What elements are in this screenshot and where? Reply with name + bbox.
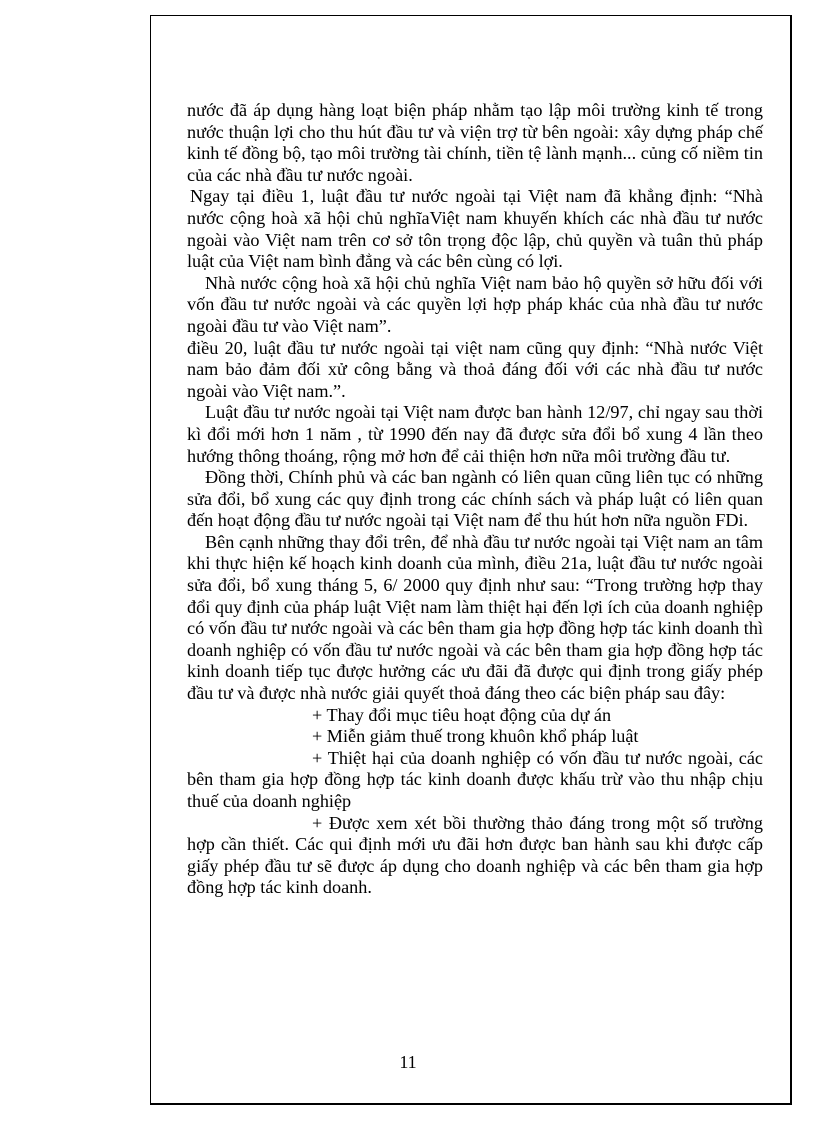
bullet-item-4: + Được xem xét bồi thường thảo đáng trong một số trường hợp cần thiết. Các qui định mới ưu đãi hơn được ban hành sau khi được cấp giấy phép đầu tư sẽ được áp dụng cho doanh nghiệp và các bên tham gia hợp đồng hợp tác kinh doanh. <box>187 812 763 898</box>
bullet-item-3: + Thiệt hại của doanh nghiệp có vốn đầu tư nước ngoài, các bên tham gia hợp đồng hợp tác kinh doanh được khấu trừ vào thu nhập chịu thuế của doanh nghiệp <box>187 747 763 811</box>
paragraph-7: Bên cạnh những thay đổi trên, để nhà đầu tư nước ngoài tại Việt nam an tâm khi thực hiện kế hoạch kinh doanh của mình, điều 21a, luật đầu tư nước ngoài sửa đổi, bổ xung tháng 5, 6/ 2000 quy định như sau: “Trong trường hợp thay đổi quy định của pháp luật Việt nam làm thiệt hại đến lợi ích của doanh nghiệp có vốn đầu tư nước ngoài và các bên tham gia hợp đồng hợp tác kinh doanh thì doanh nghiệp có vốn đầu tư nước ngoài và các bên tham gia hợp đồng hợp tác kinh doanh tiếp tục được hưởng các ưu đãi đã được qui định trong giấy phép đầu tư và được nhà nước giải quyết thoả đáng theo các biện pháp sau đây: <box>187 531 763 704</box>
paragraph-3: Nhà nước cộng hoà xã hội chủ nghĩa Việt nam bảo hộ quyền sở hữu đối với vốn đầu tư nước ngoài và các quyền lợi hợp pháp khác của nhà đầu tư nước ngoài đầu tư vào Việt nam”. <box>187 272 763 336</box>
bullet-item-1: + Thay đổi mục tiêu hoạt động của dự án <box>312 704 612 725</box>
page-number: 11 <box>399 1052 417 1072</box>
bullet-item-2: + Miễn giảm thuế trong khuôn khổ pháp luật <box>312 726 639 747</box>
paragraph-2: Ngay tại điều 1, luật đầu tư nước ngoài tại Việt nam đã khẳng định: “Nhà nước cộng hoà xã hội chủ nghĩaViệt nam khuyến khích các nhà đầu tư nước ngoài vào Việt nam trên cơ sở tôn trọng độc lập, chủ quyền và tuân thủ pháp luật của Việt nam bình đẳng và các bên cùng có lợi. <box>187 186 763 272</box>
paragraph-1: nước đã áp dụng hàng loạt biện pháp nhằm tạo lập môi trường kinh tế trong nước thuận lợi cho thu hút đầu tư và viện trợ từ bên ngoài: xây dựng pháp chế kinh tế đồng bộ, tạo môi trường tài chính, tiền tệ lành mạnh... củng cố niềm tin của các nhà đầu tư nước ngoài. <box>187 100 763 185</box>
paragraph-5: Luật đầu tư nước ngoài tại Việt nam được ban hành 12/97, chỉ ngay sau thời kì đổi mới hơn 1 năm , từ 1990 đến nay đã được sửa đổi bổ xung 4 lần theo hướng thông thoáng, rộng mở hơn để cải thiện hơn nữa môi trường đầu tư. <box>187 402 763 466</box>
paragraph-4: điều 20, luật đầu tư nước ngoài tại việt nam cũng quy định: “Nhà nước Việt nam bảo đảm đối xử công bằng và thoả đáng đối với các nhà đầu tư nước ngoài vào Việt nam.”. <box>187 337 763 401</box>
document-body <box>187 100 763 899</box>
paragraph-6: Đồng thời, Chính phủ và các ban ngành có liên quan cũng liên tục có những sửa đổi, bổ xung các quy định trong các chính sách và pháp luật có liên quan đến hoạt động đầu tư nước ngoài tại Việt nam để thu hút hơn nữa nguồn FDi. <box>187 467 763 531</box>
